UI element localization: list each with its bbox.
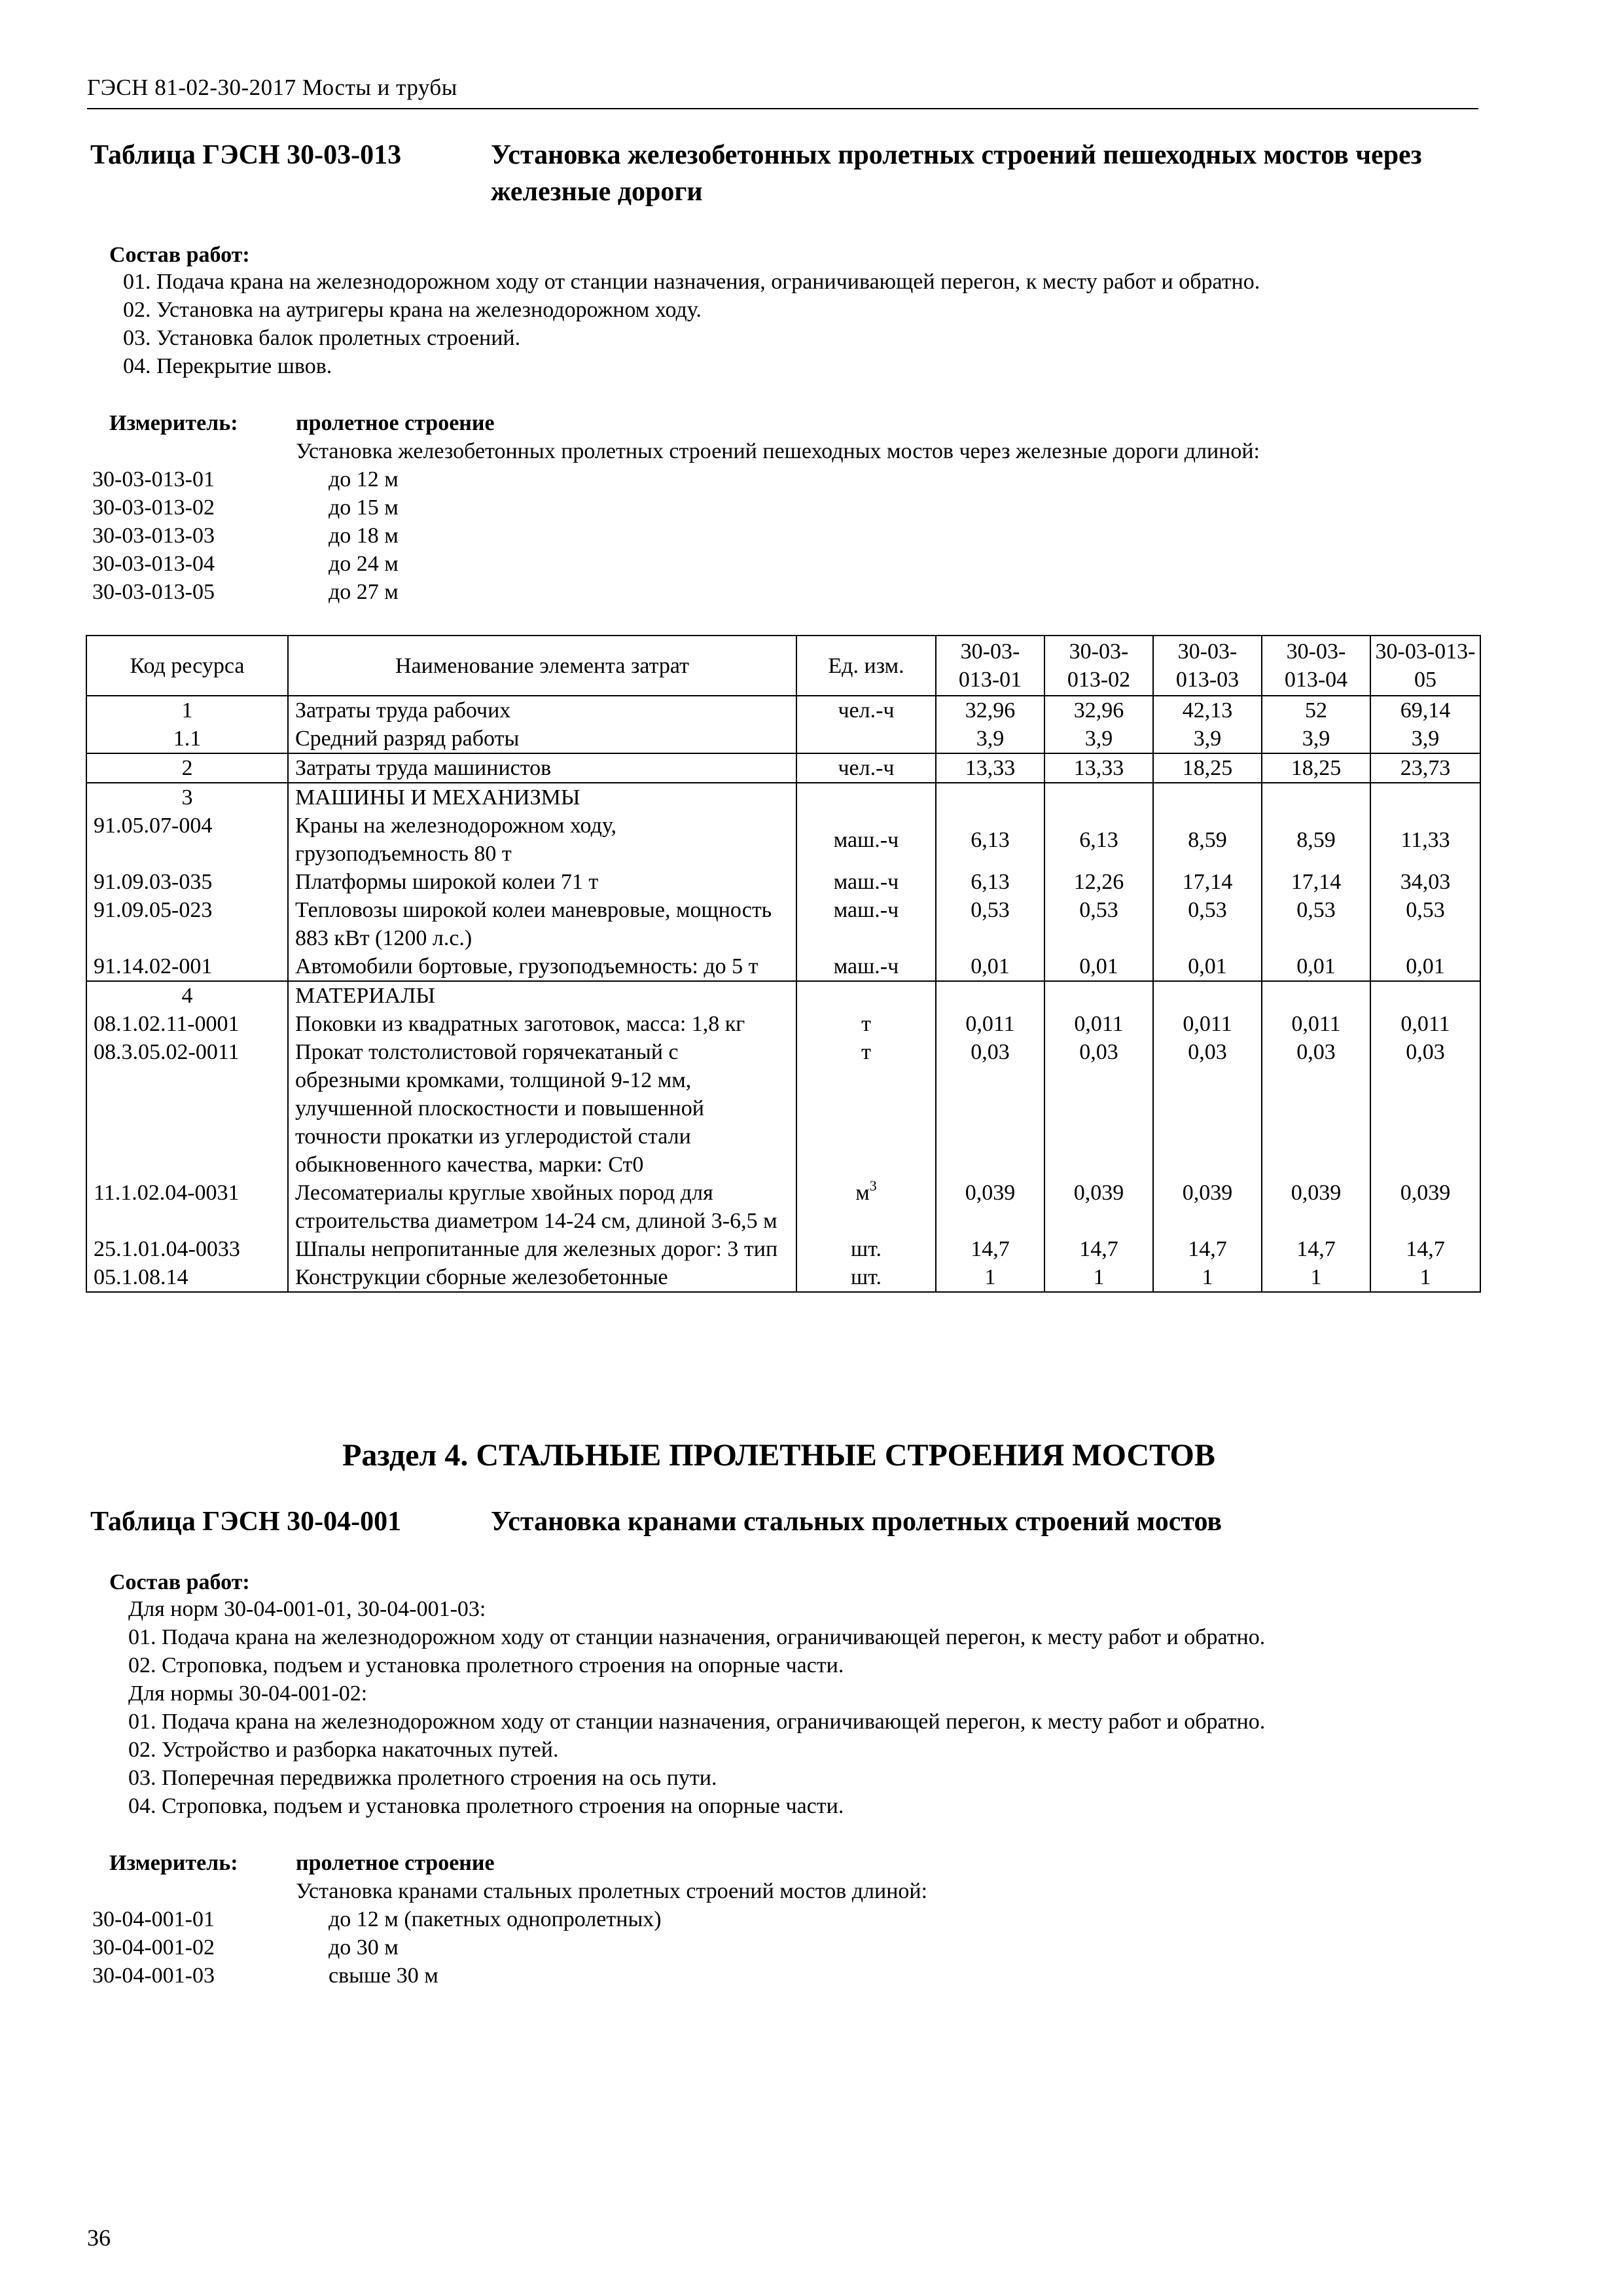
- work-item: Для норм 30-04-001-01, 30-04-001-03:: [128, 1597, 486, 1621]
- norm-code: 30-03-013-03: [92, 524, 215, 548]
- page-number: 36: [87, 2225, 111, 2251]
- cell-value: 13,33: [1044, 753, 1153, 783]
- cell-name: Автомобили бортовые, грузоподъемность: до 5 т: [288, 952, 796, 981]
- table2-meter-label: Измеритель:: [109, 1851, 238, 1875]
- cell-unit: т: [796, 1010, 936, 1038]
- cell-code: 1.1: [86, 725, 288, 753]
- cell-unit: [796, 725, 936, 753]
- cell-value: 3,9: [1262, 725, 1370, 753]
- table2-title: Установка кранами стальных пролетных строений мостов: [491, 1507, 1222, 1537]
- cell-value: 14,7: [936, 1235, 1044, 1263]
- norm-desc: до 12 м (пакетных однопролетных): [329, 1907, 662, 1931]
- table-row: [86, 812, 1480, 868]
- table-row: [86, 952, 1480, 981]
- norm-code: 30-04-001-02: [92, 1935, 215, 1960]
- cell-name: Платформы широкой колеи 71 т: [288, 868, 796, 896]
- cell-value: 1: [1044, 1263, 1153, 1292]
- table-row: [86, 868, 1480, 896]
- cell-value: 0,011: [1044, 1010, 1153, 1038]
- cell-code: 91.09.03-035: [86, 868, 288, 896]
- cell-value: 18,25: [1262, 753, 1370, 783]
- col-header-norm: 30-03-013-04: [1262, 636, 1370, 696]
- cell-value: 18,25: [1153, 753, 1262, 783]
- cell-value: 6,13: [936, 812, 1044, 868]
- cell-value: 14,7: [1262, 1235, 1370, 1263]
- cell-value: 0,53: [1262, 896, 1370, 952]
- cell-code: 08.1.02.11-0001: [86, 1010, 288, 1038]
- cell-value: 0,039: [1262, 1179, 1370, 1235]
- cell-code: 4: [86, 981, 288, 1010]
- cell-value: 34,03: [1370, 868, 1480, 896]
- cell-value: 3,9: [936, 725, 1044, 753]
- cell-name: Краны на железнодорожном ходу, грузоподъемность 80 т: [288, 812, 796, 868]
- cell-value: 6,13: [1044, 812, 1153, 868]
- cell-name: Затраты труда машинистов: [288, 753, 796, 783]
- cell-value: 32,96: [936, 696, 1044, 725]
- work-item: 02. Установка на аутригеры крана на железнодорожном ходу.: [123, 298, 702, 322]
- cell-unit: маш.-ч: [796, 952, 936, 981]
- table2-norms-codes: [92, 1905, 215, 1990]
- table2-work-label: Состав работ:: [109, 1570, 250, 1594]
- cell-value: 17,14: [1262, 868, 1370, 896]
- table-row: [86, 1010, 1480, 1038]
- col-header-unit: Ед. изм.: [796, 636, 936, 696]
- cell-code: 91.09.05-023: [86, 896, 288, 952]
- unit-superscript: 3: [869, 1177, 877, 1194]
- cell-name: Затраты труда рабочих: [288, 696, 796, 725]
- cell-value: 0,011: [936, 1010, 1044, 1038]
- cell-value: 0,011: [1370, 1010, 1480, 1038]
- col-header-norm: 30-03-013-03: [1153, 636, 1262, 696]
- cell-code: 2: [86, 753, 288, 783]
- table-row: [86, 1235, 1480, 1263]
- cell-value: 3,9: [1153, 725, 1262, 753]
- norm-desc: до 24 м: [329, 552, 399, 576]
- cell-value: 14,7: [1370, 1235, 1480, 1263]
- cell-value: 11,33: [1370, 812, 1480, 868]
- unit-text: м: [855, 1181, 870, 1205]
- cell-value: 0,039: [1370, 1179, 1480, 1235]
- cell-code: 3: [86, 783, 288, 812]
- cell-value: 8,59: [1153, 812, 1262, 868]
- cell-unit: чел.-ч: [796, 696, 936, 725]
- table2-norms-descs: [329, 1905, 662, 1990]
- table-group-row: [86, 783, 1480, 812]
- cell-value: 6,13: [936, 868, 1044, 896]
- cell-value: 3,9: [1044, 725, 1153, 753]
- table2-works-list: [128, 1595, 1470, 1820]
- cell-value: 0,53: [936, 896, 1044, 952]
- cell-value: 0,03: [1153, 1038, 1262, 1179]
- cell-value: 13,33: [936, 753, 1044, 783]
- cell-unit: [796, 1179, 936, 1235]
- norm-desc: до 12 м: [329, 467, 399, 492]
- cell-name: Конструкции сборные железобетонные: [288, 1263, 796, 1292]
- cell-unit: шт.: [796, 1263, 936, 1292]
- cell-name: Средний разряд работы: [288, 725, 796, 753]
- norm-desc: свыше 30 м: [329, 1964, 438, 1988]
- work-item: 03. Поперечная передвижка пролетного строения на ось пути.: [128, 1766, 717, 1790]
- cell-value: 0,01: [1153, 952, 1262, 981]
- norm-code: 30-04-001-01: [92, 1907, 215, 1931]
- work-item: 04. Строповка, подъем и установка пролетного строения на опорные части.: [128, 1794, 844, 1818]
- norm-code: 30-03-013-02: [92, 495, 215, 520]
- cell-value: 0,011: [1262, 1010, 1370, 1038]
- table-row: [86, 1179, 1480, 1235]
- cell-unit: т: [796, 1038, 936, 1179]
- cell-code: 08.3.05.02-0011: [86, 1038, 288, 1179]
- norm-desc: до 30 м: [329, 1935, 399, 1960]
- cell-value: 0,53: [1153, 896, 1262, 952]
- norm-code: 30-03-013-05: [92, 580, 215, 604]
- cell-value: 0,03: [1370, 1038, 1480, 1179]
- cell-value: 0,53: [1370, 896, 1480, 952]
- col-header-norm: 30-03-013-02: [1044, 636, 1153, 696]
- cell-unit: маш.-ч: [796, 812, 936, 868]
- cell-unit: маш.-ч: [796, 868, 936, 896]
- cell-value: 17,14: [1153, 868, 1262, 896]
- cell-value: 1: [1370, 1263, 1480, 1292]
- cell-code: 91.14.02-001: [86, 952, 288, 981]
- cell-name: Лесоматериалы круглые хвойных пород для строительства диаметром 14-24 см, длиной 3-6,5 м: [288, 1179, 796, 1235]
- col-header-norm: 30-03-013-05: [1370, 636, 1480, 696]
- table2-number: Таблица ГЭСН 30-04-001: [90, 1507, 402, 1537]
- table-row: [86, 696, 1480, 725]
- col-header-norm: 30-03-013-01: [936, 636, 1044, 696]
- cell-code: 1: [86, 696, 288, 725]
- table-row: [86, 725, 1480, 753]
- cell-value: 0,03: [1262, 1038, 1370, 1179]
- work-item: 04. Перекрытие швов.: [123, 354, 332, 378]
- norm-code: 30-03-013-01: [92, 467, 215, 492]
- col-header-name: Наименование элемента затрат: [288, 636, 796, 696]
- cell-value: 0,01: [936, 952, 1044, 981]
- work-item: 01. Подача крана на железнодорожном ходу от станции назначения, ограничивающей перегон, к месту работ и обратно.: [128, 1625, 1266, 1649]
- cost-table: [86, 635, 1481, 1293]
- work-item: 02. Строповка, подъем и установка пролетного строения на опорные части.: [128, 1653, 844, 1677]
- cell-name: Поковки из квадратных заготовок, масса: 1,8 кг: [288, 1010, 796, 1038]
- cell-value: 14,7: [1153, 1235, 1262, 1263]
- cell-value: 0,039: [936, 1179, 1044, 1235]
- cell-code: 05.1.08.14: [86, 1263, 288, 1292]
- work-item: 01. Подача крана на железнодорожном ходу от станции назначения, ограничивающей перегон, к месту работ и обратно.: [123, 270, 1260, 294]
- table1-norms-intro: Установка железобетонных пролетных строений пешеходных мостов через железные дороги длиной:: [296, 439, 1260, 463]
- cell-group-title: МАТЕРИАЛЫ: [288, 981, 796, 1010]
- cell-value: 1: [1153, 1263, 1262, 1292]
- table-row: [86, 753, 1480, 783]
- table2-meter-value: пролетное строение: [296, 1851, 495, 1875]
- table1-norms-descs: [329, 465, 399, 606]
- table1-norms-codes: [92, 465, 215, 606]
- norm-code: 30-04-001-03: [92, 1964, 215, 1988]
- norm-desc: до 15 м: [329, 495, 399, 520]
- cell-value: 0,01: [1044, 952, 1153, 981]
- cell-value: 0,039: [1044, 1179, 1153, 1235]
- table1-work-label: Состав работ:: [109, 243, 250, 267]
- cell-value: 0,53: [1044, 896, 1153, 952]
- work-item: 02. Устройство и разборка накаточных путей.: [128, 1738, 559, 1762]
- table-row: [86, 1038, 1480, 1179]
- table2-norms-intro: Установка кранами стальных пролетных строений мостов длиной:: [296, 1879, 928, 1903]
- cell-group-title: МАШИНЫ И МЕХАНИЗМЫ: [288, 783, 796, 812]
- table1-works-list: [123, 268, 1471, 380]
- cell-value: 12,26: [1044, 868, 1153, 896]
- cell-value: 0,03: [1044, 1038, 1153, 1179]
- cell-value: 69,14: [1370, 696, 1480, 725]
- cell-value: 23,73: [1370, 753, 1480, 783]
- cell-value: 52: [1262, 696, 1370, 725]
- table-row: [86, 1263, 1480, 1292]
- cell-code: 25.1.01.04-0033: [86, 1235, 288, 1263]
- work-item: Для нормы 30-04-001-02:: [128, 1681, 368, 1706]
- cell-value: 8,59: [1262, 812, 1370, 868]
- table1-meter-label: Измеритель:: [109, 411, 238, 435]
- col-header-code: Код ресурса: [86, 636, 288, 696]
- table1-number: Таблица ГЭСН 30-03-013: [90, 140, 402, 170]
- table1-meter-value: пролетное строение: [296, 411, 495, 435]
- norm-desc: до 18 м: [329, 524, 399, 548]
- cell-unit: шт.: [796, 1235, 936, 1263]
- cell-value: 1: [1262, 1263, 1370, 1292]
- cell-value: 0,01: [1370, 952, 1480, 981]
- running-header: ГЭСН 81-02-30-2017 Мосты и трубы: [87, 75, 457, 100]
- cell-name: Прокат толстолистовой горячекатаный с обрезными кромками, толщиной 9-12 мм, улучшенной плоскостности и повышенной точности прокатки из углеродистой стали обыкновенного качества, марки: Ст0: [288, 1038, 796, 1179]
- table-group-row: [86, 981, 1480, 1010]
- cell-unit: чел.-ч: [796, 753, 936, 783]
- cell-unit: маш.-ч: [796, 896, 936, 952]
- norm-code: 30-03-013-04: [92, 552, 215, 576]
- cell-value: 0,039: [1153, 1179, 1262, 1235]
- cell-code: 91.05.07-004: [86, 812, 288, 868]
- norm-desc: до 27 м: [329, 580, 399, 604]
- cell-code: 11.1.02.04-0031: [86, 1179, 288, 1235]
- cell-name: Шпалы непропитанные для железных дорог: 3 тип: [288, 1235, 796, 1263]
- work-item: 03. Установка балок пролетных строений.: [123, 326, 521, 350]
- cell-value: 0,03: [936, 1038, 1044, 1179]
- cell-value: 3,9: [1370, 725, 1480, 753]
- section-title: Раздел 4. СТАЛЬНЫЕ ПРОЛЕТНЫЕ СТРОЕНИЯ МОСТОВ: [342, 1438, 1215, 1473]
- cell-value: 32,96: [1044, 696, 1153, 725]
- cell-value: 14,7: [1044, 1235, 1153, 1263]
- cell-value: 0,01: [1262, 952, 1370, 981]
- header-rule: [87, 108, 1478, 109]
- table1-title: Установка железобетонных пролетных строений пешеходных мостов через железные дороги: [491, 140, 1422, 207]
- cell-value: 0,011: [1153, 1010, 1262, 1038]
- cell-value: 1: [936, 1263, 1044, 1292]
- cell-value: 42,13: [1153, 696, 1262, 725]
- cell-name: Тепловозы широкой колеи маневровые, мощность 883 кВт (1200 л.с.): [288, 896, 796, 952]
- table-row: [86, 896, 1480, 952]
- work-item: 01. Подача крана на железнодорожном ходу от станции назначения, ограничивающей перегон, к месту работ и обратно.: [128, 1710, 1266, 1734]
- table-header-row: [86, 636, 1480, 696]
